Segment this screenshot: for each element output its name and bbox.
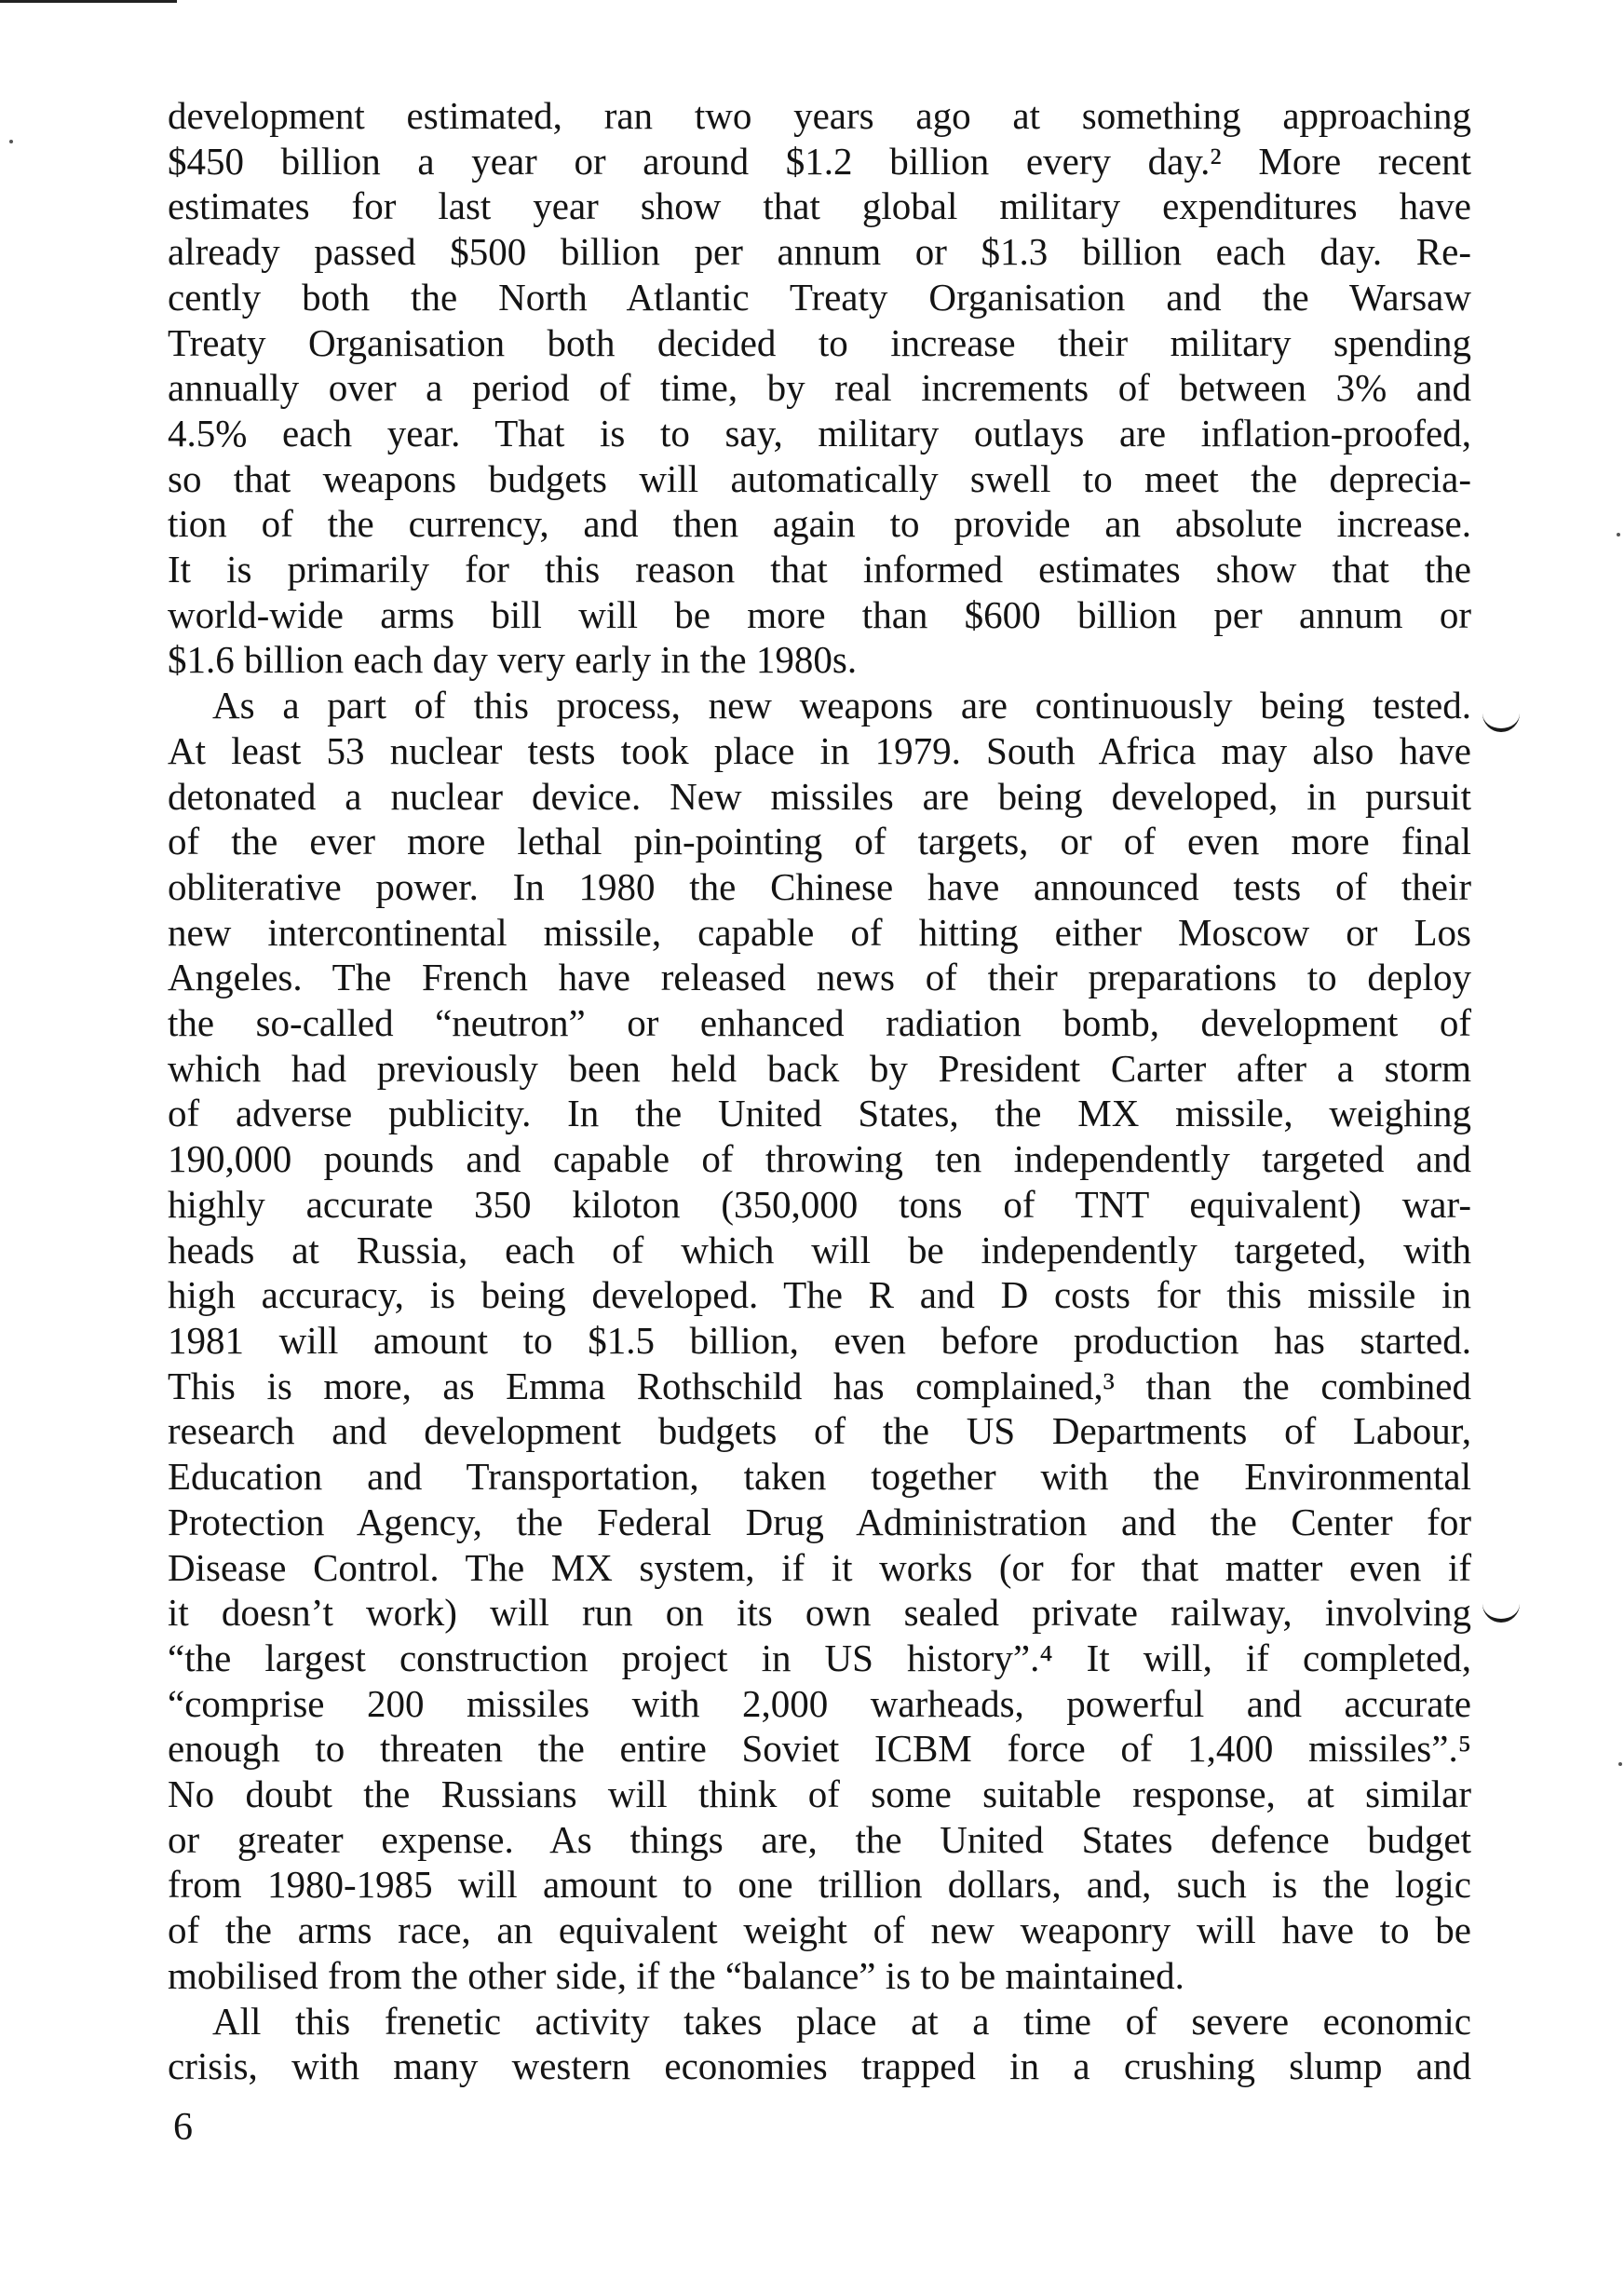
text-line: crisis, with many western economies trapped in a crushing slump and xyxy=(168,2044,1471,2088)
scan-top-rule xyxy=(0,0,177,3)
text-line: highly accurate 350 kiloton (350,000 tons of TNT equivalent) war- xyxy=(168,1182,1471,1226)
text-line: Treaty Organisation both decided to increase their military spending xyxy=(168,320,1471,364)
page-number: 6 xyxy=(173,2106,193,2149)
text-line: enough to threaten the entire Soviet ICBM force of 1,400 missiles”.⁵ xyxy=(168,1727,1471,1771)
text-line: “comprise 200 missiles with 2,000 warheads, powerful and accurate xyxy=(168,1681,1471,1725)
text-line: “the largest construction project in US history”.⁴ It will, if completed, xyxy=(168,1636,1471,1679)
text-line: 1981 will amount to $1.5 billion, even before production has started. xyxy=(168,1318,1471,1362)
text-line: development estimated, ran two years ago at something approaching xyxy=(168,94,1471,137)
text-line: from 1980-1985 will amount to one trillion dollars, and, such is the logic xyxy=(168,1863,1471,1907)
text-line: estimates for last year show that global military expenditures have xyxy=(168,184,1471,228)
text-line: All this frenetic activity takes place at a time of severe economic xyxy=(212,1999,1471,2043)
text-line: mobilised from the other side, if the “balance” is to be maintained. xyxy=(168,1953,1184,1997)
text-line: annually over a period of time, by real increments of between 3% and xyxy=(168,366,1471,410)
margin-tick-mark-2 xyxy=(1482,1600,1520,1623)
text-line: which had previously been held back by President Carter after a storm xyxy=(168,1046,1471,1090)
margin-tick-mark-1 xyxy=(1482,710,1520,732)
text-line: of the arms race, an equivalent weight of new weaponry will have to be xyxy=(168,1908,1471,1952)
text-line: Education and Transportation, taken together with the Environmental xyxy=(168,1455,1471,1499)
text-line: it doesn’t work) will run on its own sealed private railway, involving xyxy=(168,1591,1471,1635)
scan-speck xyxy=(9,140,13,143)
text-line: Angeles. The French have released news of their preparations to deploy xyxy=(168,956,1471,999)
text-line: This is more, as Emma Rothschild has complained,³ than the combined xyxy=(168,1364,1471,1407)
paragraph-1 xyxy=(168,93,1471,683)
text-line: heads at Russia, each of which will be independently targeted, with xyxy=(168,1228,1471,1271)
text-line: new intercontinental missile, capable of hitting either Moscow or Los xyxy=(168,910,1471,954)
text-line: As a part of this process, new weapons are continuously being tested. xyxy=(212,684,1471,727)
text-line: 190,000 pounds and capable of throwing ten independently targeted and xyxy=(168,1137,1471,1181)
text-line: of the ever more lethal pin-pointing of targets, or of even more final xyxy=(168,820,1471,863)
scan-speck xyxy=(1618,1762,1622,1766)
text-line: At least 53 nuclear tests took place in 1979. South Africa may also have xyxy=(168,728,1471,772)
text-line: Protection Agency, the Federal Drug Administration and the Center for xyxy=(168,1500,1471,1543)
text-line: $450 billion a year or around $1.2 billion every day.² More recent xyxy=(168,139,1471,183)
text-line: It is primarily for this reason that informed estimates show that the xyxy=(168,548,1471,591)
text-line: already passed $500 billion per annum or $1.3 billion each day. Re- xyxy=(168,230,1471,274)
text-line: or greater expense. As things are, the United States defence budget xyxy=(168,1817,1471,1861)
text-line: tion of the currency, and then again to provide an absolute increase. xyxy=(168,502,1471,546)
book-page xyxy=(168,93,1471,2089)
text-line: world-wide arms bill will be more than $600 billion per annum or xyxy=(168,592,1471,636)
paragraph-3 xyxy=(168,1999,1471,2089)
text-line: of adverse publicity. In the United States, the MX missile, weighing xyxy=(168,1092,1471,1135)
text-line: the so-called “neutron” or enhanced radiation bomb, development of xyxy=(168,1001,1471,1045)
text-line: obliterative power. In 1980 the Chinese have announced tests of their xyxy=(168,864,1471,908)
text-line: cently both the North Atlantic Treaty Organisation and the Warsaw xyxy=(168,275,1471,319)
scan-speck xyxy=(1617,533,1620,536)
text-line: high accuracy, is being developed. The R and D costs for this missile in xyxy=(168,1273,1471,1317)
text-line: detonated a nuclear device. New missiles are being developed, in pursuit xyxy=(168,774,1471,818)
text-line: 4.5% each year. That is to say, military outlays are inflation-proofed, xyxy=(168,411,1471,455)
paragraph-2 xyxy=(168,683,1471,1998)
text-line: No doubt the Russians will think of some suitable response, at similar xyxy=(168,1772,1471,1816)
text-line: Disease Control. The MX system, if it works (or for that matter even if xyxy=(168,1545,1471,1589)
text-line: so that weapons budgets will automatically swell to meet the deprecia- xyxy=(168,456,1471,500)
text-line: research and development budgets of the US Departments of Labour, xyxy=(168,1409,1471,1453)
text-line: $1.6 billion each day very early in the 1980s. xyxy=(168,638,858,682)
